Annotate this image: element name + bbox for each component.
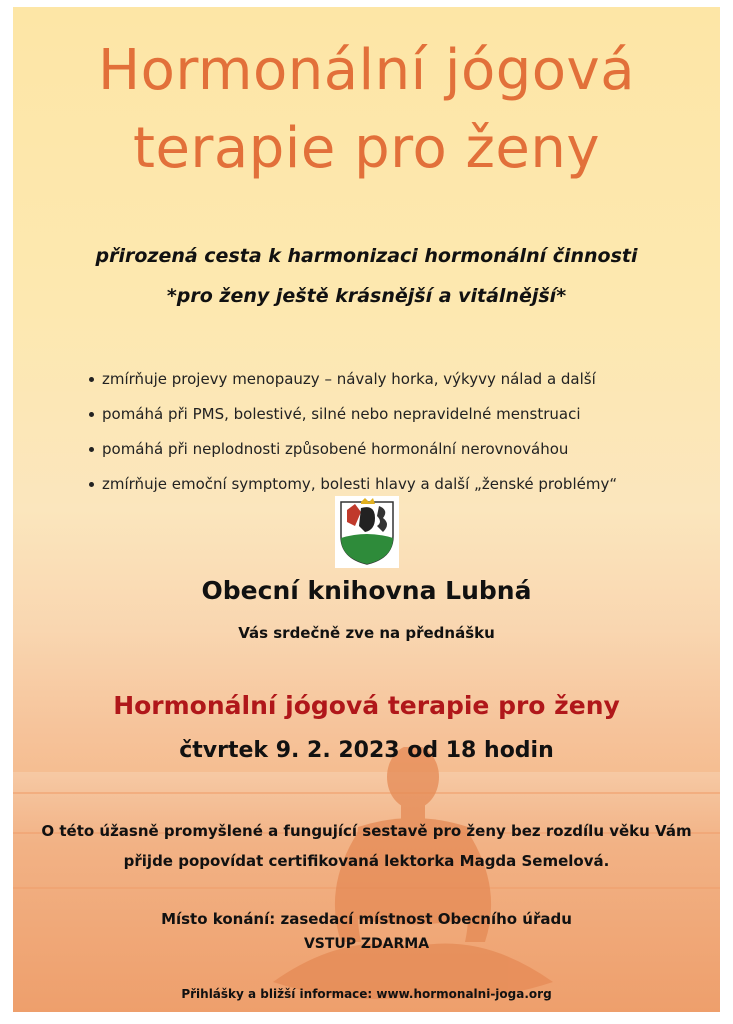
organizer-name: Obecní knihovna Lubná: [201, 576, 532, 605]
invitation-text: Vás srdečně zve na přednášku: [238, 624, 495, 642]
benefit-item: pomáhá při PMS, bolestivé, silné nebo nepravidelné menstruaci: [89, 397, 709, 432]
benefits-list: [89, 362, 709, 502]
footer-contact: Přihlášky a bližší informace: www.hormonalni-joga.org: [181, 987, 552, 1001]
admission-text: VSTUP ZDARMA: [303, 936, 430, 952]
venue-text: Místo konání: zasedací místnost Obecního úřadu: [161, 910, 572, 928]
poster: [13, 7, 720, 1012]
subtitle-line-2: *pro ženy ještě krásnější a vitálnější*: [166, 285, 567, 307]
event-datetime: čtvrtek 9. 2. 2023 od 18 hodin: [179, 738, 554, 763]
description-line-1: O této úžasně promyšlené a fungující sestavě pro ženy bez rozdílu věku Vám: [41, 822, 692, 840]
poster-title-line-1: Hormonální jógová: [97, 38, 636, 103]
bullet-icon: [89, 447, 94, 452]
bullet-icon: [89, 482, 94, 487]
bullet-icon: [89, 412, 94, 417]
benefit-item: pomáhá při neplodnosti způsobené hormonální nerovnováhou: [89, 432, 709, 467]
benefit-item: zmírňuje emoční symptomy, bolesti hlavy a další „ženské problémy“: [89, 467, 709, 502]
description-line-2: přijde popovídat certifikovaná lektorka Magda Semelová.: [123, 852, 610, 870]
subtitle-line-1: přirozená cesta k harmonizaci hormonální činnosti: [95, 245, 638, 267]
bullet-icon: [89, 377, 94, 382]
event-name: Hormonální jógová terapie pro ženy: [113, 691, 620, 720]
poster-title-line-2: terapie pro ženy: [133, 116, 600, 181]
benefit-item: zmírňuje projevy menopauzy – návaly horka, výkyvy nálad a další: [89, 362, 709, 397]
meditating-figure-silhouette: [263, 747, 563, 1007]
municipality-crest-icon: [335, 496, 399, 568]
